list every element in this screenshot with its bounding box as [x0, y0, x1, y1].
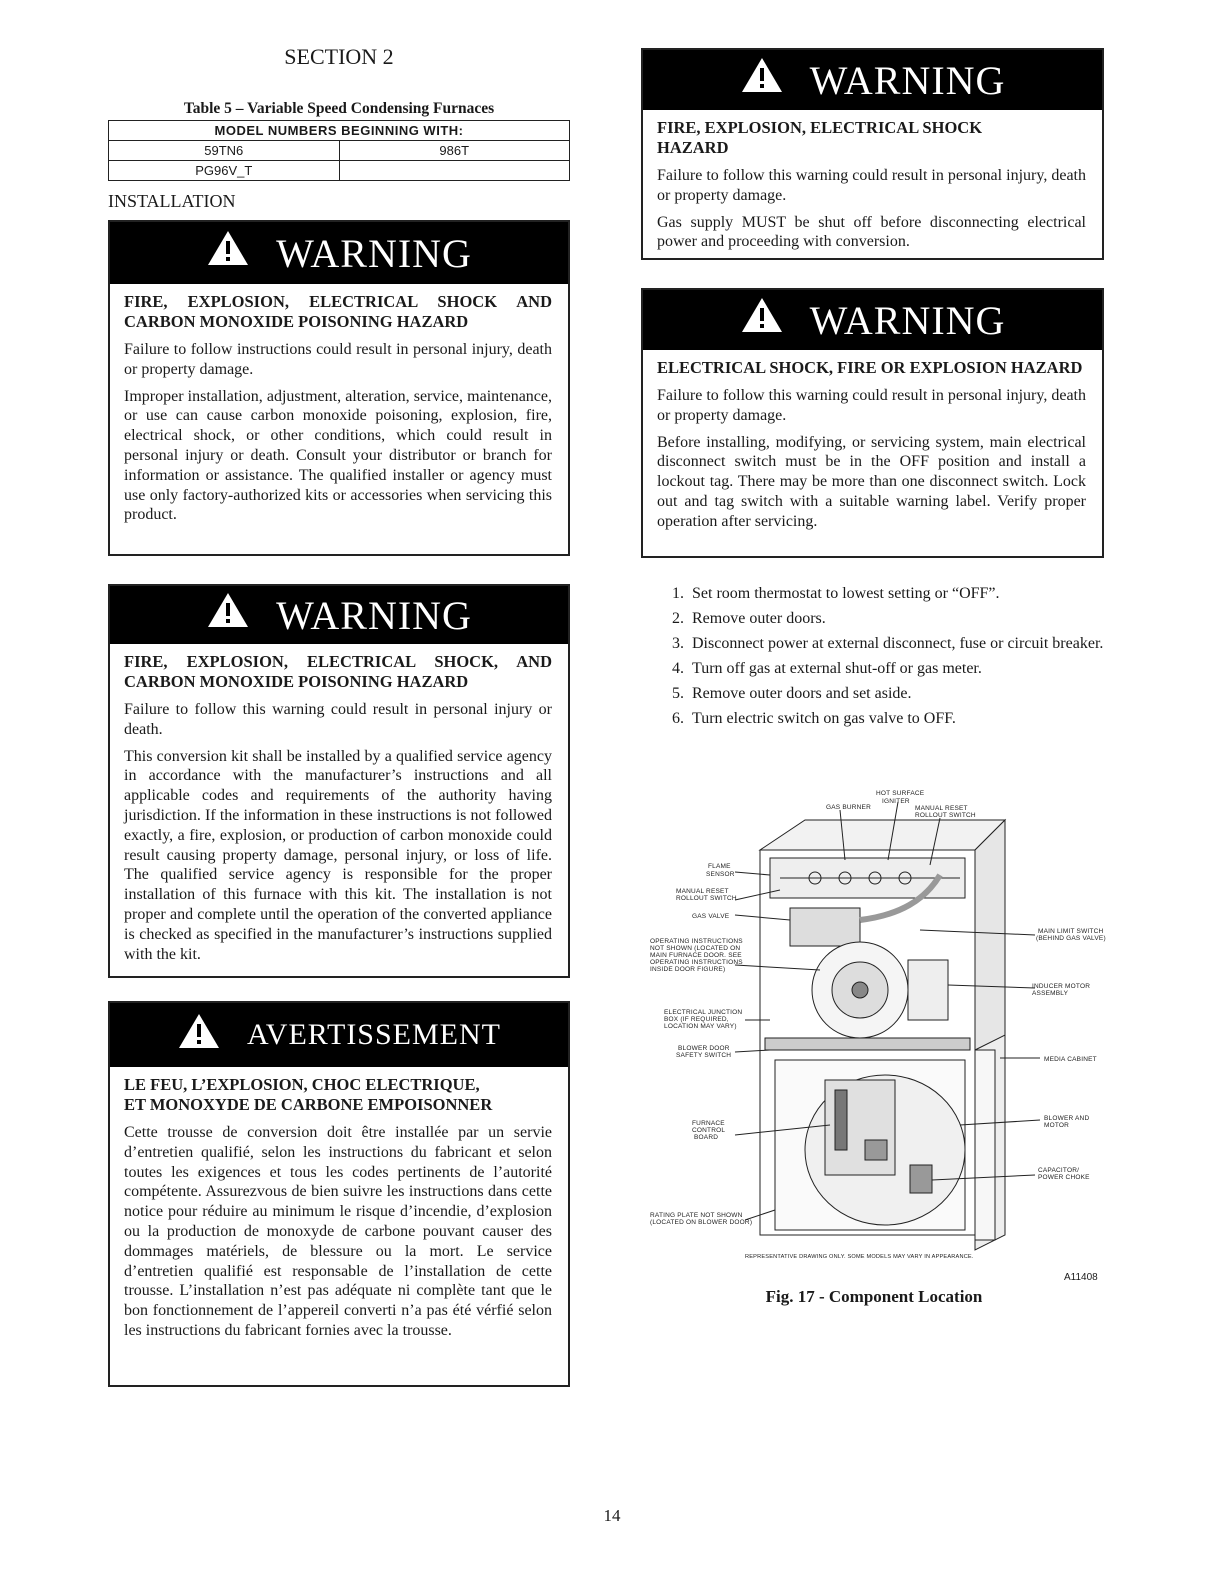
label-manual-reset-left: ROLLOUT SWITCH — [676, 895, 737, 902]
label-manual-reset-top: ROLLOUT SWITCH — [915, 812, 976, 819]
step-text: Turn electric switch on gas valve to OFF. — [692, 710, 956, 727]
label-inducer-motor: INDUCER MOTOR — [1032, 983, 1091, 990]
label-hot-surface-igniter: IGNITER — [882, 798, 910, 805]
label-gas-valve: GAS VALVE — [692, 913, 730, 920]
warning-title: WARNING — [276, 230, 472, 276]
label-operating-instructions: OPERATING INSTRUCTIONS — [650, 959, 743, 966]
table-caption: Table 5 – Variable Speed Condensing Furnaces — [183, 100, 495, 117]
label-operating-instructions: OPERATING INSTRUCTIONS — [650, 938, 743, 945]
label-media-cabinet: MEDIA CABINET — [1044, 1056, 1097, 1063]
warning-triangle-icon — [206, 591, 250, 639]
avertissement-box — [108, 1001, 570, 1387]
label-flame-sensor: FLAME — [708, 863, 731, 870]
step-number: 3. — [672, 635, 684, 652]
label-operating-instructions: NOT SHOWN (LOCATED ON — [650, 945, 741, 952]
warning-triangle-icon — [177, 1012, 221, 1058]
label-blower-motor: MOTOR — [1044, 1122, 1070, 1129]
step-number: 2. — [672, 610, 684, 627]
label-main-limit-switch: (BEHIND GAS VALVE) — [1036, 935, 1106, 942]
page-number: 14 — [603, 1506, 621, 1525]
figure-note: REPRESENTATIVE DRAWING ONLY. SOME MODELS MAY VARY IN APPEARANCE. — [745, 1254, 974, 1260]
label-operating-instructions: MAIN FURNACE DOOR. SEE — [650, 952, 742, 959]
figure-caption: Fig. 17 - Component Location — [765, 1287, 983, 1306]
step-text: Set room thermostat to lowest setting or “OFF”. — [692, 585, 1000, 602]
warning-paragraph: Failure to follow this warning could result in personal injury or death. — [124, 701, 552, 738]
label-inducer-motor: ASSEMBLY — [1032, 990, 1069, 997]
label-operating-instructions: INSIDE DOOR FIGURE) — [650, 966, 726, 973]
warning-paragraph: This conversion kit shall be installed by a qualified service agency in accordance with the manufacturer’s instructions and all applicable codes and requirements of the authority having jurisdiction. If the information in these instructions is not followed exactly, a fire, explosion, or production of carbon monoxide could result causing property damage, personal injury, or loss of life. The qualified service agency is responsible for the proper installation of this furnace with this kit. The installation is not proper and complete until the operation of the converted appliance is checked as specified in the manufacturer’s instructions supplied with the kit. — [124, 747, 552, 963]
section-title: SECTION 2 — [284, 44, 394, 69]
table-row — [109, 141, 570, 161]
warning-paragraph: Failure to follow this warning could result in personal injury, death or property damage. — [657, 167, 1086, 204]
list-item — [664, 609, 1108, 629]
list-item — [664, 659, 1108, 679]
hazard-heading: FIRE, EXPLOSION, ELECTRICAL SHOCK AND CARBON MONOXIDE POISONING HAZARD — [124, 292, 552, 331]
step-number: 6. — [672, 710, 684, 727]
furnace-component-diagram — [640, 780, 1110, 1270]
label-junction-box: LOCATION MAY VARY) — [664, 1023, 737, 1030]
warning-paragraph: Before installing, modifying, or servicing system, main electrical disconnect switch must be in the OFF position and install a lockout tag. There may be more than one disconnect switch. Lock out and tag switch with a suitable warning label. Verify proper operation after servicing. — [657, 433, 1086, 530]
hazard-heading: ELECTRICAL SHOCK, FIRE OR EXPLOSION HAZARD — [657, 358, 1083, 377]
warning-triangle-icon — [740, 56, 784, 104]
step-text: Turn off gas at external shut-off or gas meter. — [692, 660, 982, 677]
table-cell — [339, 161, 570, 181]
warning-paragraph: Failure to follow this warning could result in personal injury, death or property damage. — [657, 387, 1086, 424]
warning-title: AVERTISSEMENT — [247, 1018, 501, 1051]
label-capacitor: CAPACITOR/ — [1038, 1167, 1080, 1174]
warning-header — [643, 290, 1102, 350]
label-blower-door-switch: BLOWER DOOR — [678, 1045, 730, 1052]
model-numbers-table — [108, 120, 570, 181]
conversion-steps-list — [664, 584, 1108, 734]
warning-box-installation — [108, 220, 570, 556]
table-header: MODEL NUMBERS BEGINNING WITH: — [109, 121, 570, 141]
label-capacitor: POWER CHOKE — [1038, 1174, 1090, 1181]
step-text: Remove outer doors and set aside. — [692, 685, 912, 702]
label-hot-surface-igniter: HOT SURFACE — [876, 790, 925, 797]
label-rating-plate: (LOCATED ON BLOWER DOOR) — [650, 1219, 753, 1226]
table-row — [109, 161, 570, 181]
warning-paragraph: Failure to follow instructions could result in personal injury, death or property damage. — [124, 341, 552, 378]
warning-paragraph: Improper installation, adjustment, alteration, service, maintenance, or use can cause carbon monoxide poisoning, explosion, fire, electrical shock, or other conditions, which could result in personal injury or death. Consult your distributor or branch for information or assistance. The qualified installer or agency must use only factory-authorized kits or accessories when servicing this product. — [124, 387, 552, 524]
table-cell: 59TN6 — [109, 141, 340, 161]
step-text: Remove outer doors. — [692, 610, 826, 627]
warning-header — [110, 586, 568, 644]
label-blower-door-switch: SAFETY SWITCH — [676, 1052, 732, 1059]
warning-box-gas-supply — [641, 48, 1104, 260]
hazard-heading: FIRE, EXPLOSION, ELECTRICAL SHOCK HAZARD — [657, 118, 983, 157]
label-blower-motor: BLOWER AND — [1044, 1115, 1090, 1122]
warning-paragraph: Cette trousse de conversion doit être installée par un servie d’entretien qualifié, selon les instructions du fabricant et selon toutes les exigences et tous les codes pertinents de l’autorité compétente. Assurezvous de bien suivre les instructions dans cette notice pour réduire au minimum le risque d’incendie, d’explosion ou la production de monoxyde de carbone pouvant causer des dommages matériels, de blessure ou la mort. Le service d’entretien qualifié est responsable de l’installation de cette trousse. L’installation n’est pas adéquate ni complète tant que le bon fonctionnement de l’appereil converti n’a pas été vérfié selon les instructions du fabricant fornies avec la trousse. — [124, 1124, 552, 1339]
list-item — [664, 709, 1108, 729]
warning-paragraph: Gas supply MUST be shut off before disconnecting electrical power and proceeding with conversion. — [657, 213, 1086, 251]
label-control-board: BOARD — [694, 1134, 719, 1141]
warning-header — [110, 222, 568, 284]
label-control-board: FURNACE — [692, 1120, 725, 1127]
list-item — [664, 584, 1108, 604]
warning-title: WARNING — [809, 297, 1006, 343]
label-control-board: CONTROL — [692, 1127, 726, 1134]
step-number: 1. — [672, 585, 684, 602]
table-cell: PG96V_T — [109, 161, 340, 181]
warning-header — [110, 1003, 568, 1067]
warning-triangle-icon — [740, 296, 784, 344]
list-item — [664, 684, 1108, 704]
label-junction-box: ELECTRICAL JUNCTION — [664, 1009, 743, 1016]
warning-header — [643, 50, 1102, 110]
hazard-heading: FIRE, EXPLOSION, ELECTRICAL SHOCK, AND CARBON MONOXIDE POISONING HAZARD — [124, 652, 552, 691]
warning-title: WARNING — [809, 57, 1006, 103]
warning-title: WARNING — [276, 592, 472, 638]
hazard-heading: LE FEU, L’EXPLOSION, CHOC ELECTRIQUE, ET MONOXYDE DE CARBONE EMPOISONNER — [124, 1075, 493, 1114]
step-number: 5. — [672, 685, 684, 702]
installation-heading: INSTALLATION — [108, 191, 236, 211]
warning-triangle-icon — [206, 229, 250, 277]
label-gas-burner: GAS BURNER — [826, 804, 871, 811]
label-junction-box: BOX (IF REQUIRED, — [664, 1016, 729, 1023]
label-main-limit-switch: MAIN LIMIT SWITCH — [1038, 928, 1104, 935]
warning-box-conversion-kit — [108, 584, 570, 978]
figure-code: A11408 — [1064, 1272, 1098, 1283]
step-text: Disconnect power at external disconnect, fuse or circuit breaker. — [692, 635, 1104, 652]
label-rating-plate: RATING PLATE NOT SHOWN — [650, 1212, 743, 1219]
table-cell: 986T — [339, 141, 570, 161]
list-item — [664, 634, 1108, 654]
step-number: 4. — [672, 660, 684, 677]
label-manual-reset-left: MANUAL RESET — [676, 888, 729, 895]
warning-box-electrical — [641, 288, 1104, 558]
label-flame-sensor: SENSOR — [706, 871, 735, 878]
label-manual-reset-top: MANUAL RESET — [915, 805, 968, 812]
